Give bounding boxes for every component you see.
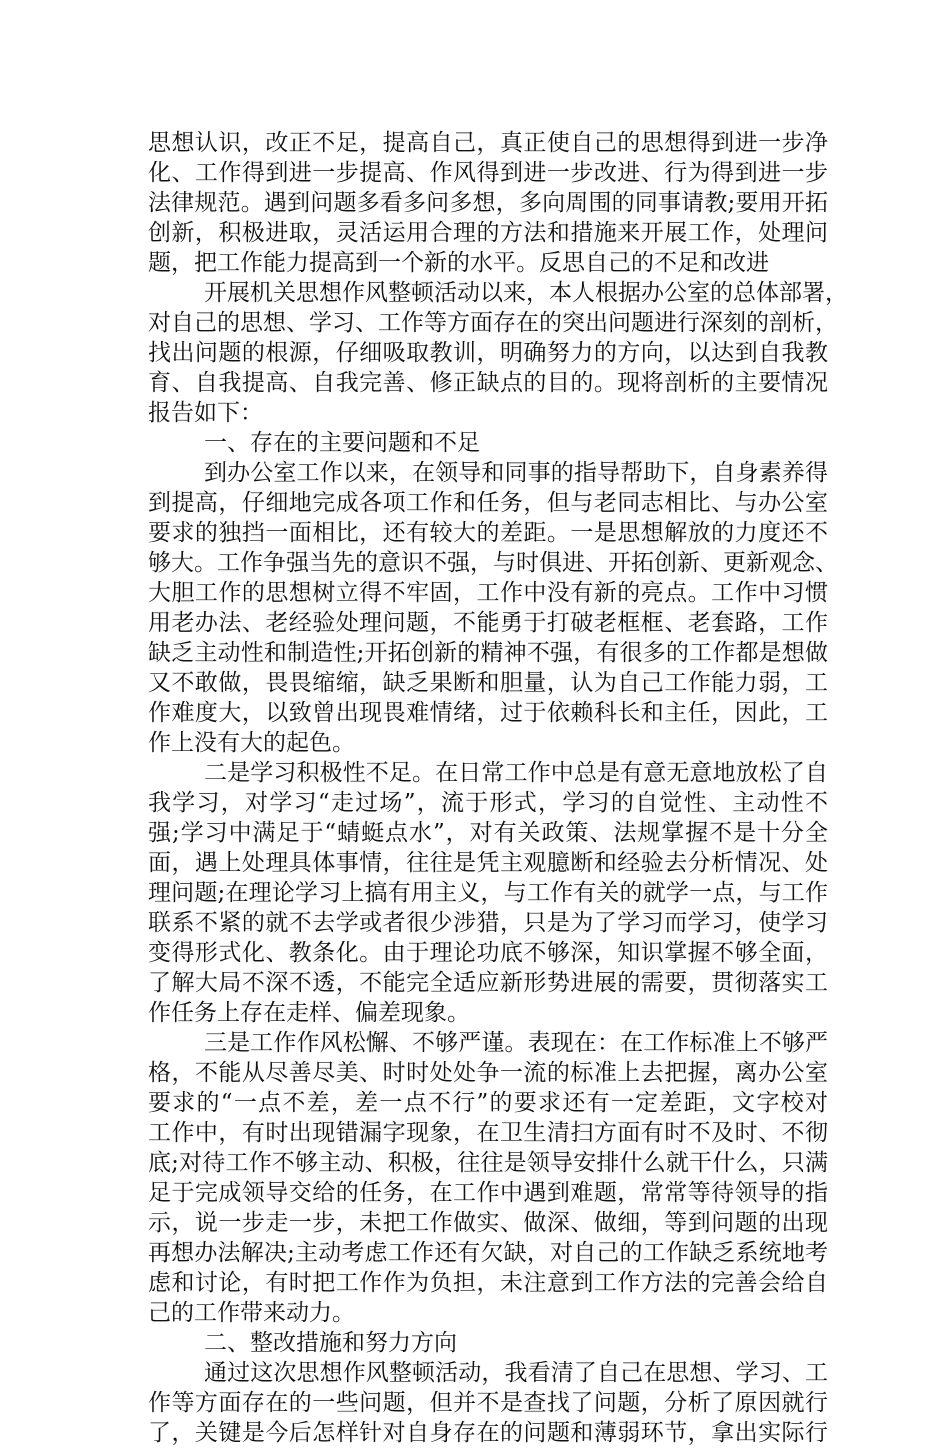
paragraph-line: 作上没有大的起色。 — [148, 730, 355, 756]
paragraph-line: 理问题;在理论学习上搞有用主义，与工作有关的就学一点，与工作 — [148, 880, 828, 906]
paragraph-line: 底;对待工作不够主动、积极，往往是领导安排什么就干什么，只满 — [148, 1150, 828, 1176]
paragraph-line: 我学习，对学习“走过场”，流于形式，学习的自觉性、主动性不 — [148, 790, 828, 816]
paragraph-line: 了解大局不深不透，不能完全适应新形势进展的需要，贯彻落实工 — [148, 970, 828, 996]
document-page — [148, 128, 848, 1448]
paragraph-first-line: 二、整改措施和努力方向 — [204, 1330, 457, 1356]
paragraph-first-line: 二是学习积极性不足。在日常工作中总是有意无意地放松了自 — [204, 760, 828, 786]
paragraph-line: 法律规范。遇到问题多看多问多想，多向周围的同事请教;要用开拓 — [148, 190, 828, 216]
paragraph-line: 强;学习中满足于“蜻蜓点水”，对有关政策、法规掌握不是十分全 — [148, 820, 828, 846]
paragraph-line: 到提高，仔细地完成各项工作和任务，但与老同志相比、与办公室 — [148, 490, 828, 516]
paragraph-line: 题，把工作能力提高到一个新的水平。反思自己的不足和改进 — [148, 250, 769, 276]
paragraph-line: 工作中，有时出现错漏字现象，在卫生清扫方面有时不及时、不彻 — [148, 1120, 828, 1146]
paragraph-line: 再想办法解决;主动考虑工作还有欠缺，对自己的工作缺乏系统地考 — [148, 1240, 828, 1266]
paragraph-line: 报告如下： — [148, 400, 263, 426]
paragraph-line: 格，不能从尽善尽美、时时处处争一流的标准上去把握，离办公室 — [148, 1060, 828, 1086]
paragraph-first-line: 三是工作作风松懈、不够严谨。表现在：在工作标准上不够严 — [204, 1030, 828, 1056]
paragraph-line: 又不敢做，畏畏缩缩，缺乏果断和胆量，认为自己工作能力弱，工 — [148, 670, 828, 696]
paragraph-line: 化、工作得到进一步提高、作风得到进一步改进、行为得到进一步 — [148, 160, 828, 186]
paragraph-line: 面，遇上处理具体事情，往往是凭主观臆断和经验去分析情况、处 — [148, 850, 828, 876]
paragraph-line: 作难度大，以致曾出现畏难情绪，过于依赖科长和主任，因此，工 — [148, 700, 828, 726]
paragraph-line: 够大。工作争强当先的意识不强，与时俱进、开拓创新、更新观念、 — [148, 550, 838, 576]
paragraph-first-line: 到办公室工作以来，在领导和同事的指导帮助下，自身素养得 — [204, 460, 828, 486]
paragraph-line: 缺乏主动性和制造性;开拓创新的精神不强，有很多的工作都是想做 — [148, 640, 828, 666]
paragraph-line: 要求的“一点不差，差一点不行”的要求还有一定差距，文字校对 — [148, 1090, 828, 1116]
paragraph-line: 了，关键是今后怎样针对自身存在的问题和薄弱环节，拿出实际行 — [148, 1420, 828, 1446]
paragraph-line: 育、自我提高、自我完善、修正缺点的目的。现将剖析的主要情况 — [148, 370, 828, 396]
paragraph-line: 足于完成领导交给的任务，在工作中遇到难题，常常等待领导的指 — [148, 1180, 828, 1206]
paragraph-line: 作任务上存在走样、偏差现象。 — [148, 1000, 470, 1026]
paragraph-line: 思想认识，改正不足，提高自己，真正使自己的思想得到进一步净 — [148, 130, 828, 156]
paragraph-line: 示，说一步走一步，未把工作做实、做深、做细，等到问题的出现 — [148, 1210, 828, 1236]
paragraph-line: 变得形式化、教条化。由于理论功底不够深，知识掌握不够全面， — [148, 940, 828, 966]
paragraph-line: 找出问题的根源，仔细吸取教训，明确努力的方向，以达到自我教 — [148, 340, 828, 366]
paragraph-line: 虑和讨论，有时把工作作为负担，未注意到工作方法的完善会给自 — [148, 1270, 828, 1296]
paragraph-line: 对自己的思想、学习、工作等方面存在的突出问题进行深刻的剖析， — [148, 310, 838, 336]
paragraph-first-line: 通过这次思想作风整顿活动，我看清了自己在思想、学习、工 — [204, 1360, 828, 1386]
paragraph-line: 己的工作带来动力。 — [148, 1300, 355, 1326]
paragraph-line: 大胆工作的思想树立得不牢固，工作中没有新的亮点。工作中习惯 — [148, 580, 828, 606]
paragraph-line: 用老办法、老经验处理问题，不能勇于打破老框框、老套路，工作 — [148, 610, 828, 636]
paragraph-line: 作等方面存在的一些问题，但并不是查找了问题，分析了原因就行 — [148, 1390, 828, 1416]
paragraph-first-line: 一、存在的主要问题和不足 — [204, 430, 480, 456]
paragraph-first-line: 开展机关思想作风整顿活动以来，本人根据办公室的总体部署， — [204, 280, 848, 306]
paragraph-line: 联系不紧的就不去学或者很少涉猎，只是为了学习而学习，使学习 — [148, 910, 828, 936]
paragraph-line: 要求的独挡一面相比，还有较大的差距。一是思想解放的力度还不 — [148, 520, 828, 546]
paragraph-line: 创新，积极进取，灵活运用合理的方法和措施来开展工作，处理问 — [148, 220, 828, 246]
